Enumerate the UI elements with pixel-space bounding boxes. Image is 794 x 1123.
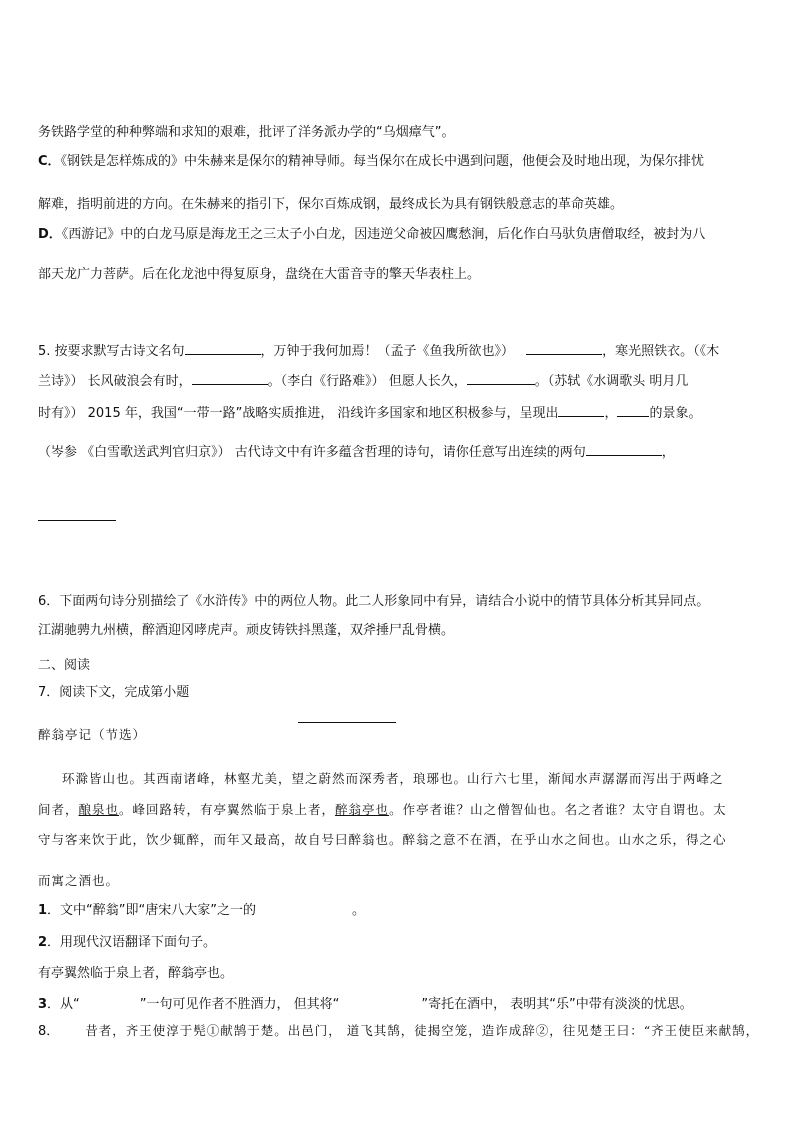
passage-line-1: 环滁皆山也。其西南诸峰，林壑尤美，望之蔚然而深秀者，琅琊也。山行六七里，渐闻水声潺潺而泻出于两峰之	[62, 771, 724, 786]
option-c-label: C．	[38, 154, 61, 169]
answer-blank[interactable]	[558, 404, 604, 417]
answer-blank[interactable]	[586, 443, 662, 456]
q6-prompt: 6．下面两句诗分别描绘了《水浒传》中的两位人物。此二人形象同中有异，请结合小说中的情节具体分析其异同点。	[38, 594, 710, 609]
option-b-continuation: 务铁路学堂的种种弊端和求知的艰难，批评了洋务派办学的“乌烟瘴气”。	[38, 125, 455, 140]
option-d-line-1: D．《西游记》中的白龙马原是海龙王之三太子小白龙，因违逆父命被囚鹰愁涧，后化作白马驮负唐僧取经，被封为八	[38, 227, 706, 242]
q5-line-2: 兰诗》） 长风破浪会有时， 。（李白《行路难》） 但愿人长久， 。（苏轼《水调歌头 明月几	[38, 374, 689, 389]
answer-blank[interactable]	[185, 342, 261, 355]
underlined-phrase: 酿泉也	[78, 802, 120, 817]
q5-line-1: 5. 按要求默写古诗文名句 ，万钟于我何加焉！（孟子《鱼我所欲也》） ，寒光照铁衣。（《木	[38, 344, 720, 359]
section-heading-reading: 二、阅读	[38, 658, 91, 673]
q7-subquestion-3: 3．从“ ”一句可见作者不胜酒力， 但其将“ ”寄托在酒中， 表明其“乐”中带有淡淡的忧思。	[38, 997, 693, 1012]
q8-line-1: 8． 昔者，齐王使淳于髡①献鹄于楚。出邑门， 道飞其鹄，徒揭空笼，造诈成辞②，往见楚王曰：“齐王使臣来献鹄，	[38, 1023, 760, 1039]
q7-sentence: 有亭翼然临于泉上者，醉翁亭也。	[38, 966, 234, 981]
q5-line-4: （岑参 《白雪歌送武判官归京》） 古代诗文中有许多蕴含哲理的诗句，请你任意写出连续的两句 ，	[38, 445, 675, 460]
passage-line-3: 守与客来饮于此，饮少辄醉，而年又最高，故自号曰醉翁也。醉翁之意不在酒，在乎山水之间也。山水之乐，得之心	[38, 832, 727, 847]
option-d-line-2: 部天龙广力菩萨。后在化龙池中得复原身，盘绕在大雷音寺的擎天华表柱上。	[38, 267, 481, 282]
answer-blank[interactable]	[467, 372, 535, 385]
answer-blank[interactable]	[192, 372, 268, 385]
option-c-line-2: 解难，指明前进的方向。在朱赫来的指引下，保尔百炼成钢，最终成长为具有钢铁般意志的革命英雄。	[38, 197, 624, 212]
answer-blank[interactable]	[298, 722, 396, 723]
passage-title: 醉翁亭记（节选）	[38, 727, 147, 742]
option-d-label: D．	[38, 227, 62, 242]
q5-line-3: 时有》） 2015 年，我国“一带一路”战略实质推进， 沿线许多国家和地区积极参与，呈现出 ， 的景象。	[38, 406, 702, 421]
passage-line-4: 而寓之酒也。	[38, 873, 120, 888]
q7-subquestion-1: 1．文中“醉翁”即“唐宋八大家”之一的 。	[38, 903, 366, 918]
q6-poem: 江湖驰骋九州横，醉酒迎冈哮虎声。顽皮铸铁抖黑蓬，双斧捶尸乱骨横。	[38, 623, 455, 638]
answer-blank[interactable]	[38, 520, 116, 521]
q7-intro: 7．阅读下文，完成第小题	[38, 685, 190, 700]
passage-line-2: 间者，酿泉也。峰回路转，有亭翼然临于泉上者，醉翁亭也。作亭者谁？山之僧智仙也。名之者谁？太守自谓也。太	[38, 802, 727, 817]
q7-subquestion-2: 2．用现代汉语翻译下面句子。	[38, 935, 217, 950]
answer-blank[interactable]	[617, 404, 649, 417]
underlined-phrase: 醉翁亭也	[335, 802, 390, 817]
answer-blank[interactable]	[526, 342, 602, 355]
option-c-line-1: C．《钢铁是怎样炼成的》中朱赫来是保尔的精神导师。每当保尔在成长中遇到问题，他便会及时地出现，为保尔排忧	[38, 154, 705, 169]
